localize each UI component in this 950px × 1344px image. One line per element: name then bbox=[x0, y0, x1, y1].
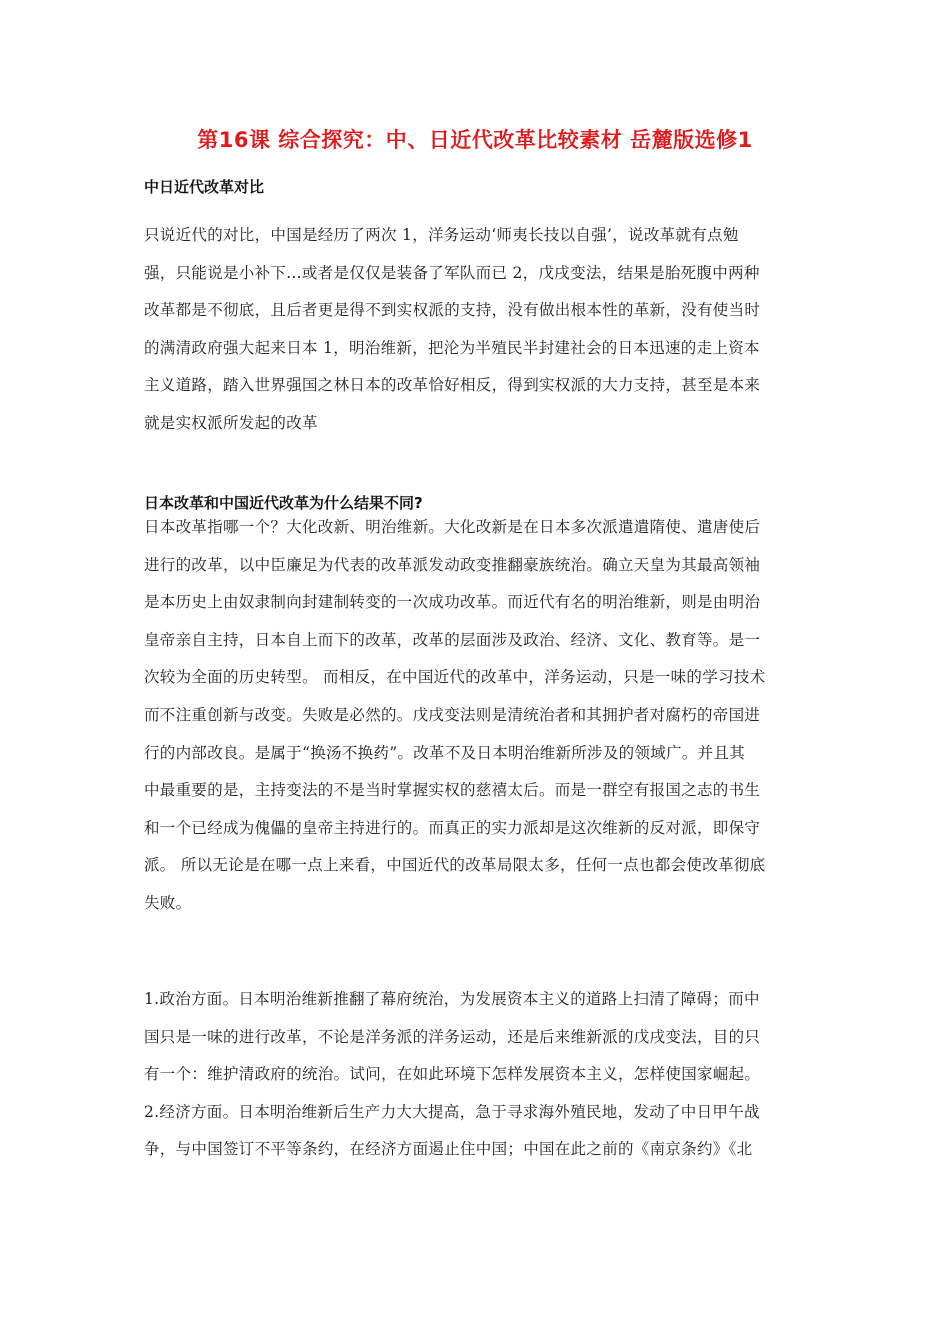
paragraph-line: 争，与中国签订不平等条约，在经济方面遏止住中国；中国在此之前的《南京条约》《北 bbox=[144, 1140, 753, 1159]
paragraph-line: 皇帝亲自主持，日本自上而下的改革，改革的层面涉及政治、经济、文化、教育等。是一 bbox=[144, 630, 761, 649]
paragraph-line: 次较为全面的历史转型。 而相反，在中国近代的改革中，洋务运动，只是一味的学习技术 bbox=[144, 668, 766, 687]
paragraph-line: 日本改革指哪一个？大化改新、明治维新。大化改新是在日本多次派遣遣隋使、遣唐使后 bbox=[144, 518, 761, 536]
paragraph-line: 的满清政府强大起来日本 1，明治维新，把沦为半殖民半封建社会的日本迅速的走上资本 bbox=[144, 338, 760, 357]
paragraph-line: 2.经济方面。日本明治维新后生产力大大提高，急于寻求海外殖民地，发动了中日甲午战 bbox=[144, 1102, 760, 1121]
paragraph-aspects bbox=[144, 981, 810, 1169]
paragraph-line: 只说近代的对比，中国是经历了两次 1，洋务运动‘师夷长技以自强’，说改革就有点勉 bbox=[144, 226, 739, 244]
paragraph-why-different bbox=[144, 509, 810, 923]
paragraph-line: 改革都是不彻底，且后者更是得不到实权派的支持，没有做出根本性的革新，没有使当时 bbox=[144, 301, 761, 320]
paragraph-line: 而不注重创新与改变。失败是必然的。戊戌变法则是清统治者和其拥护者对腐朽的帝国进 bbox=[144, 705, 761, 724]
section-heading-why-different: 日本改革和中国近代改革为什么结果不同? bbox=[144, 494, 423, 512]
document-title: 第16课 综合探究：中、日近代改革比较素材 岳麓版选修1 bbox=[197, 128, 753, 152]
paragraph-line: 是本历史上由奴隶制向封建制转变的一次成功改革。而近代有名的明治维新，则是由明治 bbox=[144, 593, 761, 612]
paragraph-line: 中最重要的是，主持变法的不是当时掌握实权的慈禧太后。而是一群空有报国之志的书生 bbox=[144, 781, 761, 800]
paragraph-comparison bbox=[144, 217, 810, 443]
section-heading-comparison: 中日近代改革对比 bbox=[144, 178, 265, 196]
paragraph-line: 国只是一味的进行改革，不论是洋务派的洋务运动，还是后来维新派的戊戌变法，目的只 bbox=[144, 1027, 761, 1046]
paragraph-line: 有一个：维护清政府的统治。试问，在如此环境下怎样发展资本主义，怎样使国家崛起。 bbox=[144, 1065, 761, 1084]
paragraph-line: 主义道路，踏入世界强国之林日本的改革恰好相反，得到实权派的大力支持，甚至是本来 bbox=[144, 376, 761, 395]
paragraph-line: 失败。 bbox=[144, 893, 192, 912]
paragraph-line: 行的内部改良。是属于“换汤不换药”。改革不及日本明治维新所涉及的领域广。并且其 bbox=[144, 743, 746, 762]
paragraph-line: 1.政治方面。日本明治维新推翻了幕府统治，为发展资本主义的道路上扫清了障碍；而中 bbox=[144, 990, 760, 1008]
paragraph-line: 和一个已经成为傀儡的皇帝主持进行的。而真正的实力派却是这次维新的反对派，即保守 bbox=[144, 818, 761, 837]
paragraph-line: 强，只能说是小补下...或者是仅仅是装备了军队而已 2，戊戌变法，结果是胎死腹中两种 bbox=[144, 263, 760, 282]
paragraph-line: 进行的改革，以中臣廉足为代表的改革派发动政变推翻豪族统治。确立天皇为其最高领袖 bbox=[144, 555, 761, 574]
paragraph-line: 派。 所以无论是在哪一点上来看，中国近代的改革局限太多，任何一点也都会使改革彻底 bbox=[144, 856, 766, 875]
paragraph-line: 就是实权派所发起的改革 bbox=[144, 413, 318, 432]
